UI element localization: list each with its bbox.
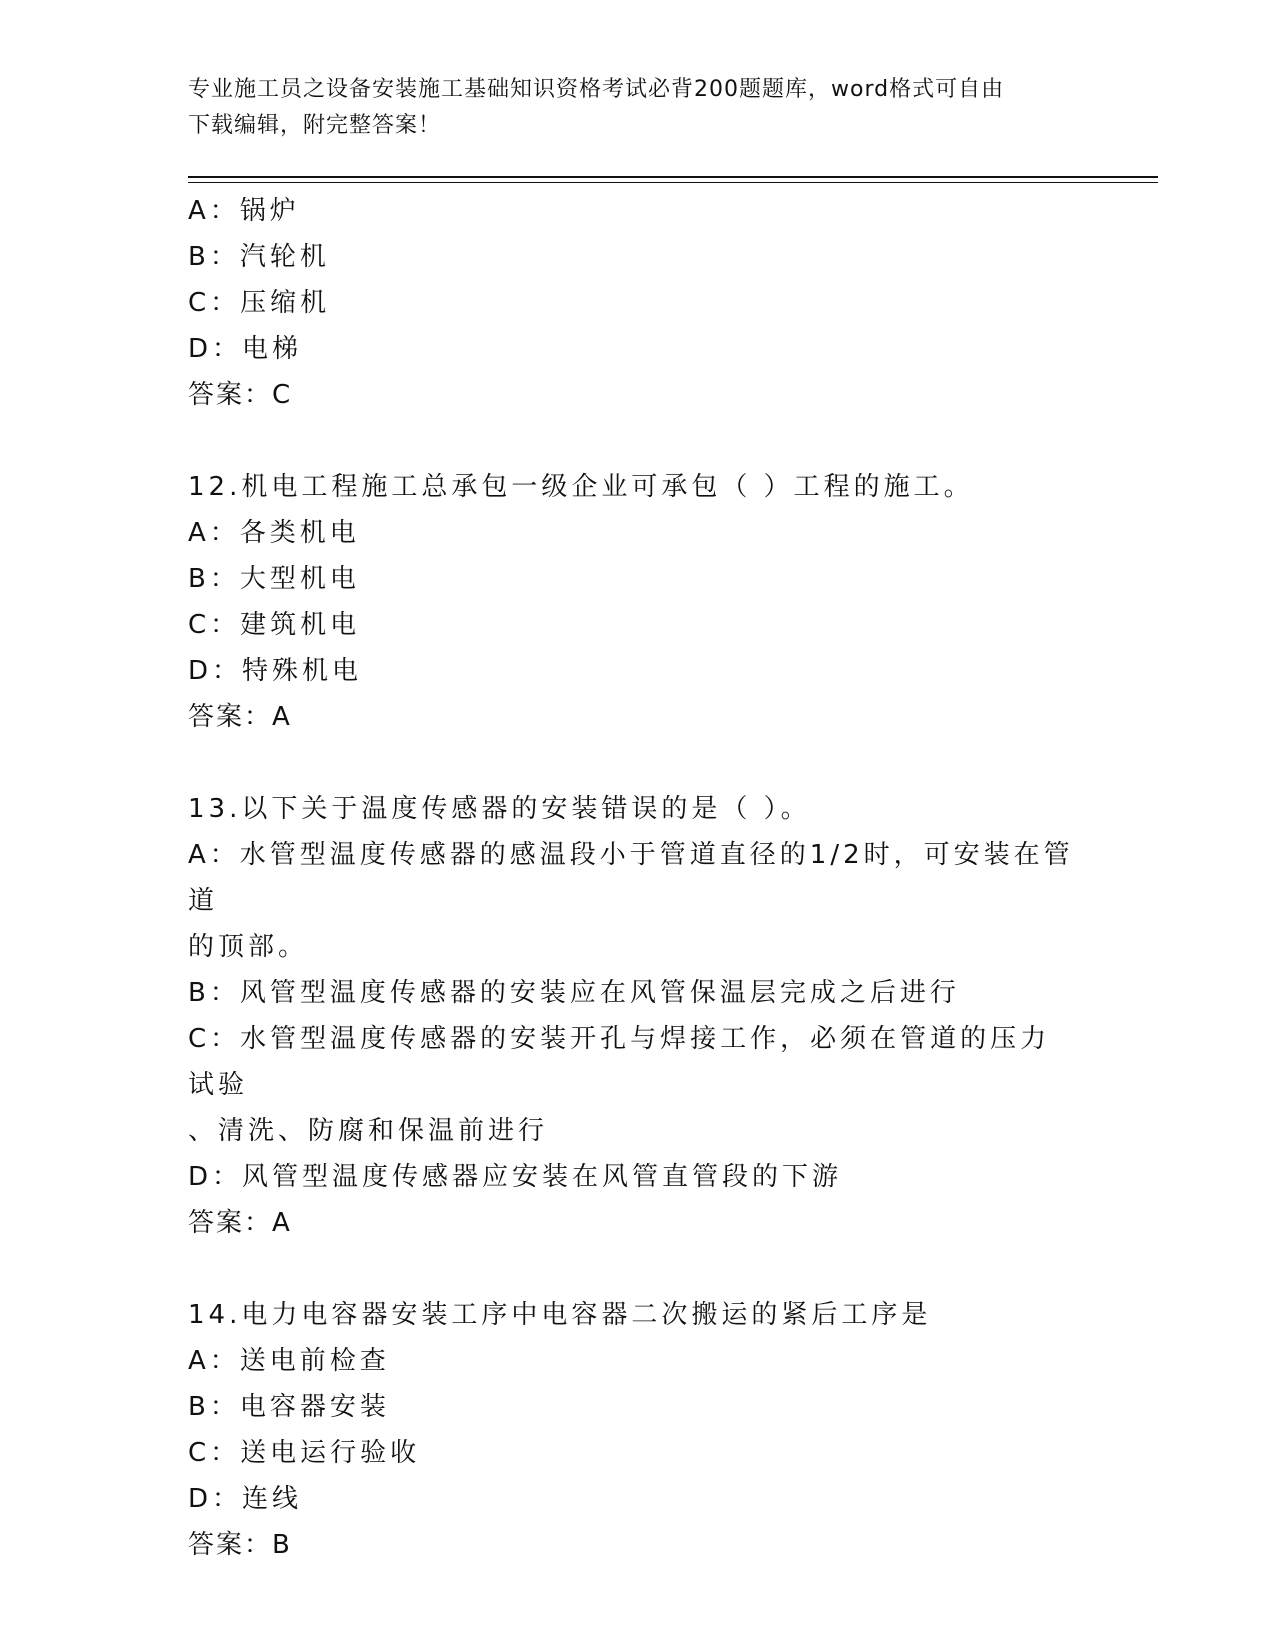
option-a: A：水管型温度传感器的感温段小于管道直径的1/2时，可安装在管道 (188, 840, 1074, 916)
option-b: B：汽轮机 (188, 242, 330, 272)
question-text: 14.电力电容器安装工序中电容器二次搬运的紧后工序是 (188, 1300, 932, 1330)
header-line-1: 专业施工员之设备安装施工基础知识资格考试必背200题题库，word格式可自由 (188, 77, 1005, 102)
option-b: B：风管型温度传感器的安装应在风管保温层完成之后进行 (188, 978, 960, 1008)
question-list (188, 188, 1078, 1568)
header-divider-thick (188, 176, 1158, 178)
option-c: C：水管型温度传感器的安装开孔与焊接工作，必须在管道的压力试验 (188, 1024, 1051, 1100)
question-13 (188, 786, 1078, 1246)
option-c-continued: 、清洗、防腐和保温前进行 (188, 1116, 549, 1146)
answer: 答案：B (188, 1530, 292, 1560)
option-d: D：风管型温度传感器应安装在风管直管段的下游 (188, 1162, 843, 1192)
option-c: C：送电运行验收 (188, 1438, 421, 1468)
answer: 答案：C (188, 380, 293, 410)
spacer (188, 1246, 1078, 1292)
question-11 (188, 188, 1078, 418)
option-d: D：特殊机电 (188, 656, 363, 686)
option-b: B：电容器安装 (188, 1392, 390, 1422)
spacer (188, 418, 1078, 464)
option-a: A：锅炉 (188, 196, 300, 226)
document-header (188, 72, 1088, 144)
option-d: D：连线 (188, 1484, 303, 1514)
question-text: 13.以下关于温度传感器的安装错误的是（ ）。 (188, 794, 811, 824)
header-line-2: 下载编辑，附完整答案！ (188, 113, 442, 138)
option-a-continued: 的顶部。 (188, 932, 309, 962)
question-14 (188, 1292, 1078, 1568)
option-d: D：电梯 (188, 334, 303, 364)
question-12 (188, 464, 1078, 740)
question-text: 12.机电工程施工总承包一级企业可承包（ ）工程的施工。 (188, 472, 974, 502)
answer: 答案：A (188, 1208, 292, 1238)
option-c: C：压缩机 (188, 288, 331, 318)
option-b: B：大型机电 (188, 564, 360, 594)
spacer (188, 740, 1078, 786)
option-c: C：建筑机电 (188, 610, 361, 640)
option-a: A：送电前检查 (188, 1346, 390, 1376)
header-divider-thin (188, 182, 1158, 183)
option-a: A：各类机电 (188, 518, 360, 548)
answer: 答案：A (188, 702, 292, 732)
